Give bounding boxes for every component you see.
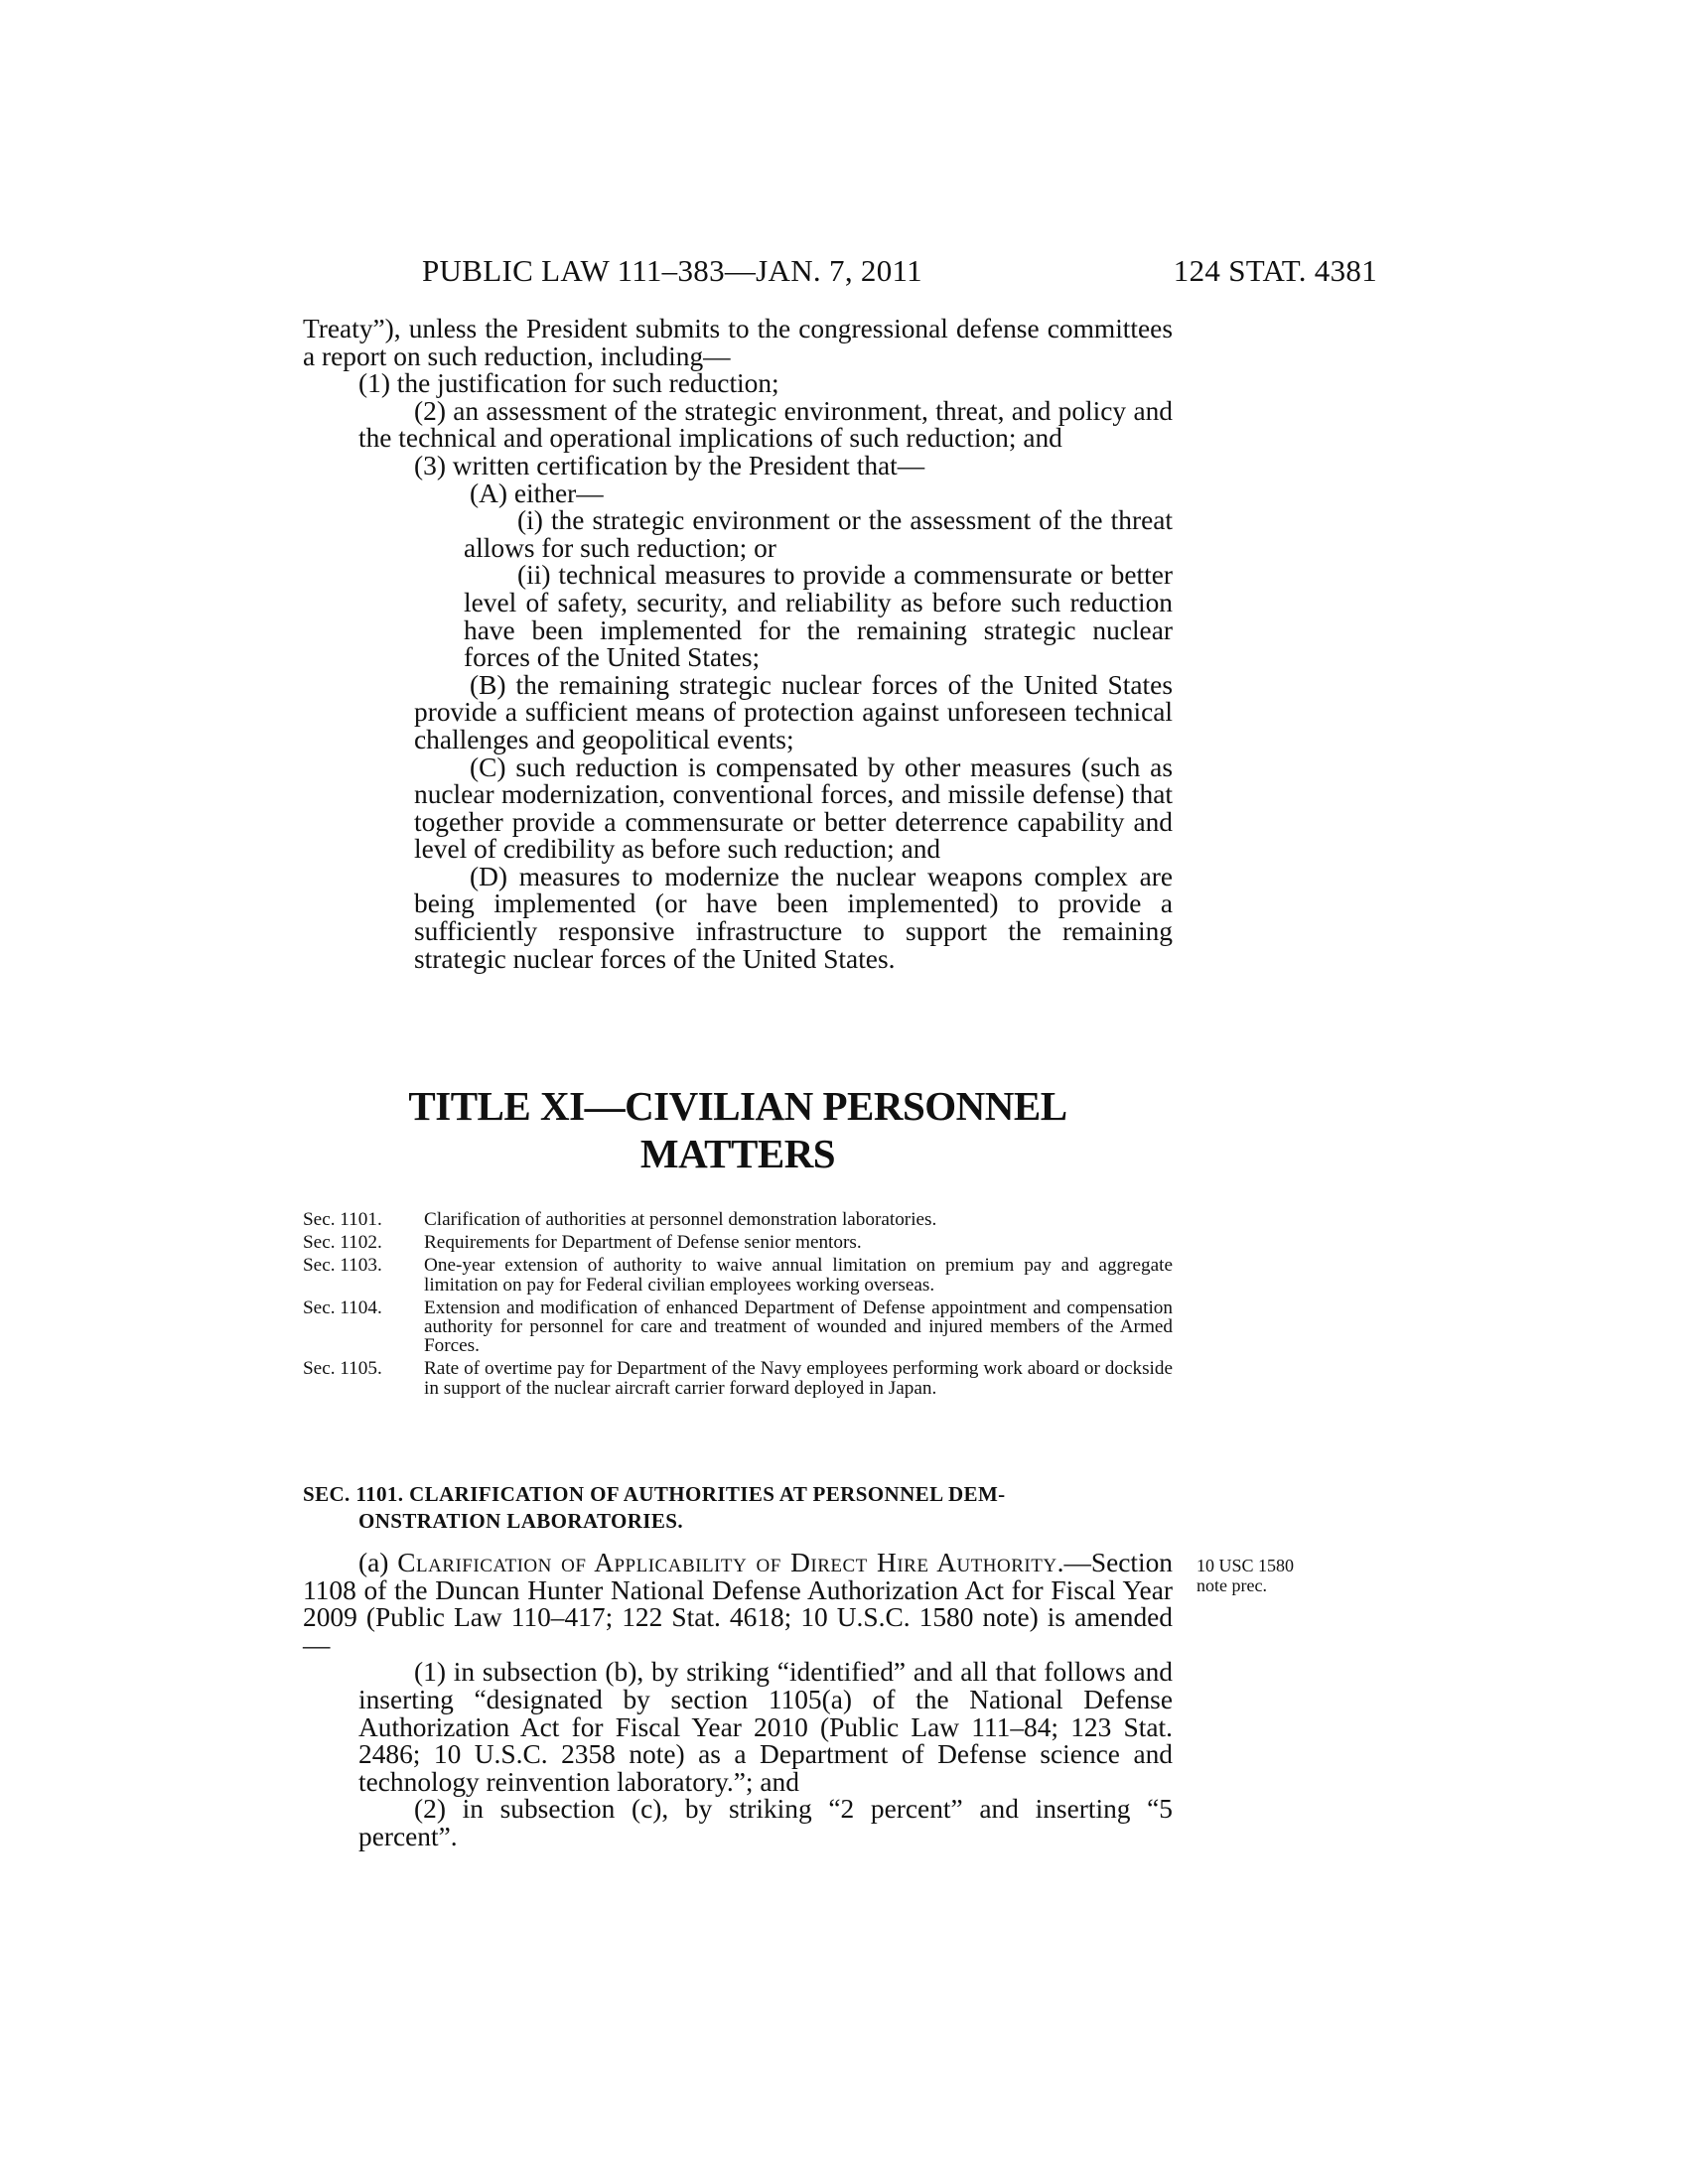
title-line-1: TITLE XI—CIVILIAN PERSONNEL	[408, 1083, 1067, 1129]
body-text	[303, 316, 1173, 973]
toc-section-title: Extension and modification of enhanced Department of Defense appointment and compensation authority for personnel for care and treatment of wounded and injured members of the Armed Forces.	[424, 1297, 1173, 1357]
toc-section-number: Sec. 1102.	[303, 1232, 382, 1254]
item-3: (3) written certification by the President that—	[414, 450, 925, 480]
section-heading-line-2: ONSTRATION LABORATORIES.	[358, 1509, 684, 1533]
item-1: (1) the justification for such reduction;	[358, 368, 779, 399]
toc-section-title: Clarification of authorities at personnel demonstration laboratories.	[424, 1209, 937, 1230]
toc-section-number: Sec. 1101.	[303, 1209, 382, 1230]
toc-section-title: Requirements for Department of Defense senior mentors.	[424, 1232, 862, 1254]
running-head: PUBLIC LAW 111–383—JAN. 7, 2011	[422, 253, 922, 288]
toc-row	[303, 1233, 1173, 1252]
toc-section-title: Rate of overtime pay for Department of the Navy employees performing work aboard or dockside in support of the nuclear aircraft carrier forward deployed in Japan.	[424, 1358, 1173, 1399]
toc-row	[303, 1256, 1173, 1294]
section-heading	[303, 1481, 1173, 1535]
item-A-i: (i) the strategic environment or the assessment of the threat allows for such reduction; or	[464, 505, 1173, 563]
toc-row	[303, 1359, 1173, 1397]
item-C: (C) such reduction is compensated by other measures (such as nuclear modernization, conventional forces, and missile defense) that together provide a commensurate or better deterrence capability and level of credibility as before such reduction; and	[414, 751, 1173, 865]
title-line-2: MATTERS	[639, 1131, 836, 1176]
page-header	[303, 253, 1375, 293]
item-D: (D) measures to modernize the nuclear weapons complex are being implemented (or have been implemented) to provide a sufficiently responsive infrastructure to support the remaining strategic nuclear forces of the United States.	[414, 861, 1173, 974]
toc-row	[303, 1210, 1173, 1229]
margin-note-line-2: note prec.	[1196, 1575, 1267, 1595]
paragraph-a-2: (2) in subsection (c), by striking “2 percent” and inserting “5 percent”.	[358, 1794, 1173, 1851]
subsection-a-caption: Clarification of Applicability of Direct Hire Authority	[397, 1548, 1057, 1577]
margin-note-line-1: 10 USC 1580	[1196, 1556, 1295, 1575]
item-B: (B) the remaining strategic nuclear forces of the United States provide a sufficient means of protection against unforeseen technical challenges and geopolitical events;	[414, 669, 1173, 754]
subsection-a	[303, 1550, 1173, 1659]
title-heading	[303, 1082, 1173, 1177]
section-heading-line-1: SEC. 1101. CLARIFICATION OF AUTHORITIES AT PERSONNEL DEM-	[303, 1482, 1006, 1506]
section-body	[303, 1550, 1173, 1851]
subsection-a-label: (a)	[358, 1548, 389, 1577]
margin-citation-note	[1196, 1556, 1336, 1595]
subsection-a-text: .—Section 1108 of the Duncan Hunter National Defense Authorization Act for Fiscal Year 2009 (Public Law 110–417; 122 Stat. 4618; 10 U.S.C. 1580 note) is amended—	[303, 1548, 1173, 1660]
paragraph-a-1: (1) in subsection (b), by striking “identified” and all that follows and inserting “designated by section 1105(a) of the National Defense Authorization Act for Fiscal Year 2010 (Public Law 111–84; 123 Stat. 2486; 10 U.S.C. 2358 note) as a Department of Defense science and technology reinvention laboratory.”; and	[358, 1657, 1173, 1797]
statute-page-number: 124 STAT. 4381	[1173, 253, 1377, 288]
toc-row	[303, 1298, 1173, 1356]
toc-section-number: Sec. 1103.	[303, 1255, 382, 1277]
item-A-ii: (ii) technical measures to provide a commensurate or better level of safety, security, and reliability as before such reduction have been implemented for the remaining strategic nuclear forces of the United States;	[464, 560, 1173, 673]
toc-section-number: Sec. 1104.	[303, 1297, 382, 1318]
paragraph-treaty: Treaty”), unless the President submits to the congressional defense committees a report on such reduction, including—	[303, 314, 1173, 371]
item-2	[303, 395, 1173, 454]
item-A: (A) either—	[470, 478, 604, 508]
table-of-contents	[303, 1210, 1173, 1402]
toc-section-number: Sec. 1105.	[303, 1358, 382, 1380]
toc-section-title: One-year extension of authority to waive annual limitation on premium pay and aggregate limitation on pay for Federal civilian employees working overseas.	[424, 1255, 1173, 1296]
item-2-text: (2) an assessment of the strategic environment, threat, and policy and the technical and operational implications of such reduction; and	[358, 395, 1173, 454]
